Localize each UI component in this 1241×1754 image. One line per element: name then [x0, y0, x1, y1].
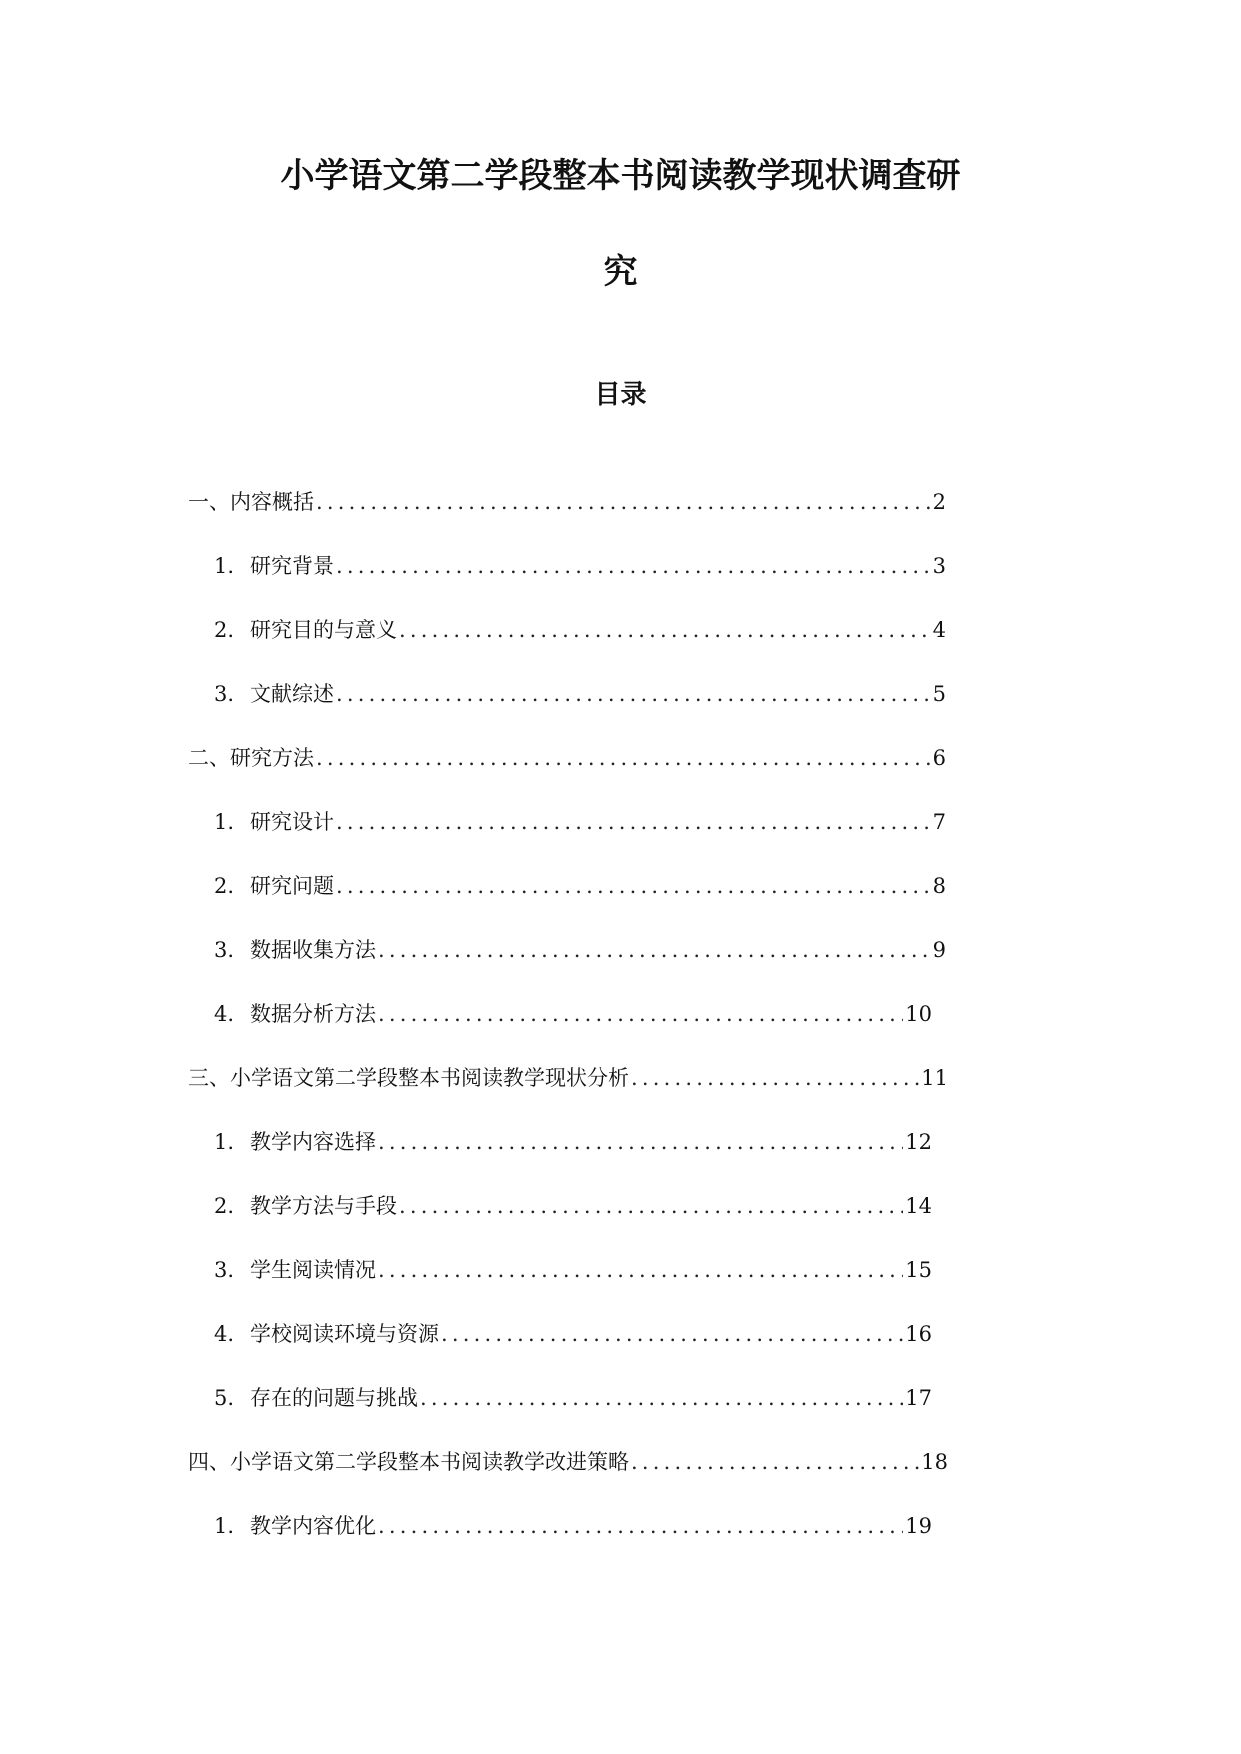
toc-entry-number: 3. [214, 1258, 235, 1282]
toc-leader-dots [399, 1190, 903, 1222]
toc-leader-dots [399, 614, 931, 646]
toc-entry-label: 二、研究方法 [188, 746, 314, 770]
toc-entry-label: 研究设计 [250, 810, 334, 834]
toc-entry-2-2[interactable] [214, 870, 946, 902]
toc-leader-dots [631, 1446, 919, 1478]
toc-leader-dots [631, 1062, 919, 1094]
toc-entry-label: 数据分析方法 [250, 1002, 376, 1026]
toc-page-number: 17 [905, 1386, 932, 1410]
toc-entry-number: 4. [214, 1002, 235, 1026]
toc-entry-label: 教学内容选择 [250, 1130, 376, 1154]
toc-leader-dots [420, 1382, 903, 1414]
toc-entry-3-2[interactable] [214, 1190, 932, 1222]
toc-page-number: 11 [921, 1066, 948, 1090]
toc-entry-label: 一、内容概括 [188, 490, 314, 514]
toc-entry-number: 1. [214, 1130, 235, 1154]
toc-page-number: 6 [932, 746, 946, 770]
toc-leader-dots [378, 1254, 903, 1286]
toc-entry-label: 研究背景 [250, 554, 334, 578]
toc-entry-3-4[interactable] [214, 1318, 932, 1350]
document-title-line-1: 小学语文第二学段整本书阅读教学现状调查研 [280, 156, 961, 196]
toc-entry-number: 1. [214, 554, 235, 578]
toc-entry-number: 4. [214, 1322, 235, 1346]
toc-leader-dots [336, 806, 931, 838]
toc-entry-number: 3. [214, 938, 235, 962]
toc-entry-section-4[interactable] [188, 1446, 948, 1478]
toc-leader-dots [316, 742, 931, 774]
toc-entry-number: 2. [214, 874, 235, 898]
toc-entry-section-3[interactable] [188, 1062, 948, 1094]
toc-entry-label: 教学方法与手段 [250, 1194, 397, 1218]
toc-entry-label: 存在的问题与挑战 [250, 1386, 418, 1410]
toc-entry-number: 2. [214, 1194, 235, 1218]
toc-page-number: 15 [905, 1258, 932, 1282]
toc-leader-dots [336, 550, 931, 582]
toc-entry-3-3[interactable] [214, 1254, 932, 1286]
toc-entry-label: 文献综述 [250, 682, 334, 706]
toc-entry-2-4[interactable] [214, 998, 932, 1030]
toc-leader-dots [316, 486, 931, 518]
toc-entry-label: 三、小学语文第二学段整本书阅读教学现状分析 [188, 1066, 629, 1090]
toc-page-number: 8 [932, 874, 946, 898]
toc-entry-label: 研究问题 [250, 874, 334, 898]
toc-entry-label: 四、小学语文第二学段整本书阅读教学改进策略 [188, 1450, 629, 1474]
toc-entry-label: 数据收集方法 [250, 938, 376, 962]
toc-entry-number: 3. [214, 682, 235, 706]
toc-leader-dots [336, 678, 931, 710]
toc-leader-dots [378, 1126, 903, 1158]
toc-entry-number: 1. [214, 1514, 235, 1538]
toc-page-number: 14 [905, 1194, 932, 1218]
toc-page-number: 10 [905, 1002, 932, 1026]
toc-leader-dots [441, 1318, 903, 1350]
toc-leader-dots [336, 870, 931, 902]
toc-entry-3-1[interactable] [214, 1126, 932, 1158]
toc-entry-number: 5. [214, 1386, 235, 1410]
toc-leader-dots [378, 934, 931, 966]
toc-entry-2-3[interactable] [214, 934, 946, 966]
toc-entry-1-2[interactable] [214, 614, 946, 646]
toc-page-number: 18 [921, 1450, 948, 1474]
toc-heading: 目录 [594, 380, 647, 410]
toc-entry-3-5[interactable] [214, 1382, 932, 1414]
toc-page-number: 7 [932, 810, 946, 834]
toc-page-number: 12 [905, 1130, 932, 1154]
toc-entry-2-1[interactable] [214, 806, 946, 838]
toc-page-number: 4 [932, 618, 946, 642]
toc-page-number: 19 [905, 1514, 932, 1538]
toc-entry-label: 教学内容优化 [250, 1514, 376, 1538]
toc-page-number: 3 [932, 554, 946, 578]
toc-entry-4-1[interactable] [214, 1510, 932, 1542]
toc-entry-number: 2. [214, 618, 235, 642]
toc-page-number: 2 [932, 490, 946, 514]
toc-leader-dots [378, 1510, 903, 1542]
toc-entry-1-1[interactable] [214, 550, 946, 582]
toc-page-number: 5 [932, 682, 946, 706]
toc-entry-section-2[interactable] [188, 742, 946, 774]
toc-entry-label: 研究目的与意义 [250, 618, 397, 642]
toc-page-number: 16 [905, 1322, 932, 1346]
toc-entry-label: 学校阅读环境与资源 [250, 1322, 439, 1346]
toc-entry-1-3[interactable] [214, 678, 946, 710]
toc-entry-section-1[interactable] [188, 486, 946, 518]
toc-leader-dots [378, 998, 903, 1030]
toc-entry-label: 学生阅读情况 [250, 1258, 376, 1282]
toc-page-number: 9 [932, 938, 946, 962]
document-title-line-2: 究 [603, 252, 638, 292]
toc-entry-number: 1. [214, 810, 235, 834]
